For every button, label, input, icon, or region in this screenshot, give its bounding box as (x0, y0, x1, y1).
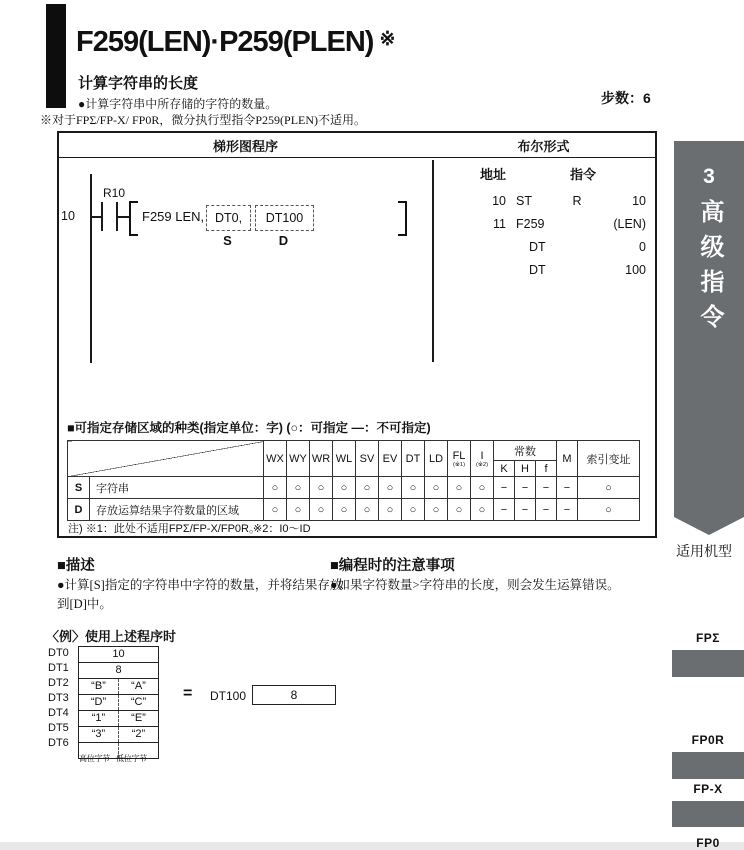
cell: ○ (333, 477, 356, 499)
row-key: D (68, 499, 90, 521)
cell: ○ (356, 477, 379, 499)
low-byte: “2” (118, 727, 158, 742)
fl-subnote: (※1) (452, 461, 466, 468)
model-tab-label: FP0R (691, 733, 725, 747)
example-heading: 〈例〉使用上述程序时 (46, 629, 177, 644)
cell: ○ (264, 477, 287, 499)
const-col-header: f (536, 461, 557, 477)
cell: − (557, 477, 578, 499)
bool-value: (LEN) (613, 217, 646, 231)
col-header: EV (379, 441, 402, 477)
row-desc: 存放运算结果字符数量的区域 (90, 499, 264, 521)
constant-group-header: 常数 (494, 441, 557, 461)
ladder-wire (118, 216, 129, 218)
bool-addr (474, 236, 506, 259)
register-label: DT4 (48, 707, 69, 719)
cell: − (536, 499, 557, 521)
steps-count: 步数：6 (601, 90, 651, 106)
bool-operand (564, 213, 590, 236)
high-byte-label: 高位字节 (79, 754, 110, 763)
section-divider (432, 160, 434, 362)
rung-number: 10 (61, 209, 75, 223)
summary-line: ●计算字符串中所存储的字符的数量。 (78, 97, 278, 111)
col-header: WL (333, 441, 356, 477)
operand-s-label: S (223, 233, 232, 248)
bool-op: ST (516, 194, 532, 208)
col-header-i (471, 441, 494, 477)
register-value: 10 (112, 648, 125, 660)
col-header: SV (356, 441, 379, 477)
operand-row-d (68, 499, 640, 521)
page-title-text: F259(LEN)·P259(PLEN) (76, 26, 374, 58)
cell: ○ (471, 477, 494, 499)
cell: ○ (310, 477, 333, 499)
title-asterisk-mark: ※ (379, 29, 396, 50)
col-header: WY (287, 441, 310, 477)
bool-op: DT (529, 240, 546, 254)
register-label: DT5 (48, 722, 69, 734)
bool-operand: R (572, 194, 582, 208)
bool-op: DT (529, 263, 546, 277)
bool-row (474, 213, 646, 236)
table-note-1: 注) ※1：此处不适用FPΣ/FP-X/FP0R。 (68, 523, 260, 535)
cell: − (515, 499, 536, 521)
high-byte: “B” (91, 680, 106, 692)
bool-value: 100 (625, 263, 646, 277)
contact-bar-left (101, 202, 103, 231)
page-title (76, 26, 395, 59)
bool-addr (474, 259, 506, 282)
cell: − (557, 499, 578, 521)
register-row (79, 647, 158, 663)
bool-value: 0 (639, 240, 646, 254)
bool-operand (564, 259, 590, 282)
cell: ○ (333, 499, 356, 521)
chapter-tab-arrow (674, 517, 744, 535)
operand-table (67, 440, 640, 521)
instruction-column-header: 指令 (569, 167, 596, 182)
page-subtitle: 计算字符串的长度 (78, 75, 199, 92)
register-label: DT1 (48, 662, 69, 674)
operand-s-box: DT0, (206, 205, 251, 231)
register-label: DT3 (48, 692, 69, 704)
high-byte: “D” (90, 696, 107, 708)
applicable-models-label: 适用机型 (676, 543, 732, 559)
cell: ○ (287, 477, 310, 499)
description-heading: ■描述 (57, 558, 95, 574)
register-row (79, 663, 158, 679)
register-row (79, 679, 158, 695)
cell: ○ (287, 499, 310, 521)
model-tab-label: FPΣ (695, 631, 721, 645)
model-tab-bar (672, 650, 744, 677)
bool-row (474, 190, 646, 213)
chapter-number: 3 (703, 165, 715, 188)
ladder-section-header: 梯形图程序 (212, 138, 278, 154)
register-row (79, 711, 158, 727)
high-byte: “1” (91, 712, 106, 724)
i-subnote: (※2) (475, 461, 489, 468)
chapter-title: 高级指令 (696, 199, 723, 339)
address-column-header: 地址 (479, 167, 506, 182)
cell: ○ (402, 477, 425, 499)
register-memory-box (78, 646, 159, 759)
register-row (79, 695, 158, 711)
high-byte: “3” (91, 728, 106, 740)
programming-notes-heading: ■编程时的注意事项 (330, 558, 455, 574)
col-header: WX (264, 441, 287, 477)
bool-row (474, 236, 646, 259)
applicability-footnote: ※对于FPΣ/FP-X/ FP0R，微分执行型指令P259(PLEN)不适用。 (40, 113, 367, 127)
bool-value: 10 (632, 194, 646, 208)
model-tab-bar (672, 801, 744, 827)
cell: ○ (379, 499, 402, 521)
row-desc: 字符串 (90, 477, 264, 499)
cell: − (515, 477, 536, 499)
col-header: LD (425, 441, 448, 477)
chapter-title-wrap (674, 199, 744, 339)
cell: ○ (310, 499, 333, 521)
register-labels (48, 646, 78, 751)
i-label: I (480, 450, 484, 462)
result-value-box: 8 (252, 685, 336, 705)
program-box-header (59, 133, 655, 158)
register-label: DT0 (48, 647, 69, 659)
bool-operand (564, 236, 590, 259)
col-header-fl (448, 441, 471, 477)
cell: ○ (578, 499, 640, 521)
chapter-tab (674, 141, 744, 517)
bool-addr: 11 (493, 217, 506, 231)
cell: ○ (425, 477, 448, 499)
cell: ○ (264, 499, 287, 521)
low-byte: “A” (118, 679, 158, 694)
cell: − (494, 499, 515, 521)
bool-table-header (474, 164, 646, 190)
cell: ○ (471, 499, 494, 521)
operand-table-heading: ■可指定存储区域的种类(指定单位：字) (○：可指定 —：不可指定) (67, 421, 431, 435)
bool-row (474, 259, 646, 282)
bool-form-table (474, 164, 646, 282)
cell: ○ (578, 477, 640, 499)
result-register-label: DT100 (210, 689, 247, 703)
model-tab-label: FP-X (693, 782, 723, 796)
register-value: 8 (115, 664, 122, 676)
low-byte-label: 低位字节 (116, 754, 147, 763)
col-header: WR (310, 441, 333, 477)
instruction-text: F259 LEN, (142, 209, 205, 224)
const-col-header: H (515, 461, 536, 477)
register-label: DT6 (48, 737, 69, 749)
equals-sign: = (183, 685, 193, 702)
description-body: ●计算[S]指定的字符串中字符的数量，并将结果存放到[D]中。 (57, 578, 343, 612)
cell: ○ (448, 499, 471, 521)
col-header-m: M (557, 441, 578, 477)
cell: ○ (356, 499, 379, 521)
cell: − (494, 477, 515, 499)
cell: ○ (425, 499, 448, 521)
cell: − (536, 477, 557, 499)
cell: ○ (402, 499, 425, 521)
operand-row-s (68, 477, 640, 499)
col-header-index: 索引变址 (578, 441, 640, 477)
register-row (79, 727, 158, 743)
title-accent-bar (46, 4, 66, 108)
close-bracket (398, 201, 407, 236)
low-byte: “C” (118, 695, 158, 710)
row-key: S (68, 477, 90, 499)
open-bracket (129, 201, 138, 236)
model-tab-bar (672, 752, 744, 779)
bool-addr: 10 (492, 194, 506, 208)
ladder-left-rail (90, 174, 92, 363)
model-tab-label-partial: FP0 (696, 836, 720, 850)
ladder-wire (92, 216, 101, 218)
cell: ○ (379, 477, 402, 499)
bool-section-header: 布尔形式 (517, 138, 570, 154)
operand-d-box: DT100 (255, 205, 314, 231)
table-note-2: ※2：I0～ID (253, 523, 311, 535)
cell: ○ (448, 477, 471, 499)
programming-notes-body: ●如果字符数量>字符串的长度，则会发生运算错误。 (330, 578, 620, 592)
diagonal-header-cell (68, 441, 264, 477)
register-label: DT2 (48, 677, 69, 689)
const-col-header: K (494, 461, 515, 477)
low-byte: “E” (118, 711, 158, 726)
col-header: DT (402, 441, 425, 477)
operand-d-label: D (278, 233, 289, 248)
fl-label: FL (452, 450, 466, 462)
bool-op: F259 (516, 217, 545, 231)
contact-label: R10 (103, 186, 126, 200)
